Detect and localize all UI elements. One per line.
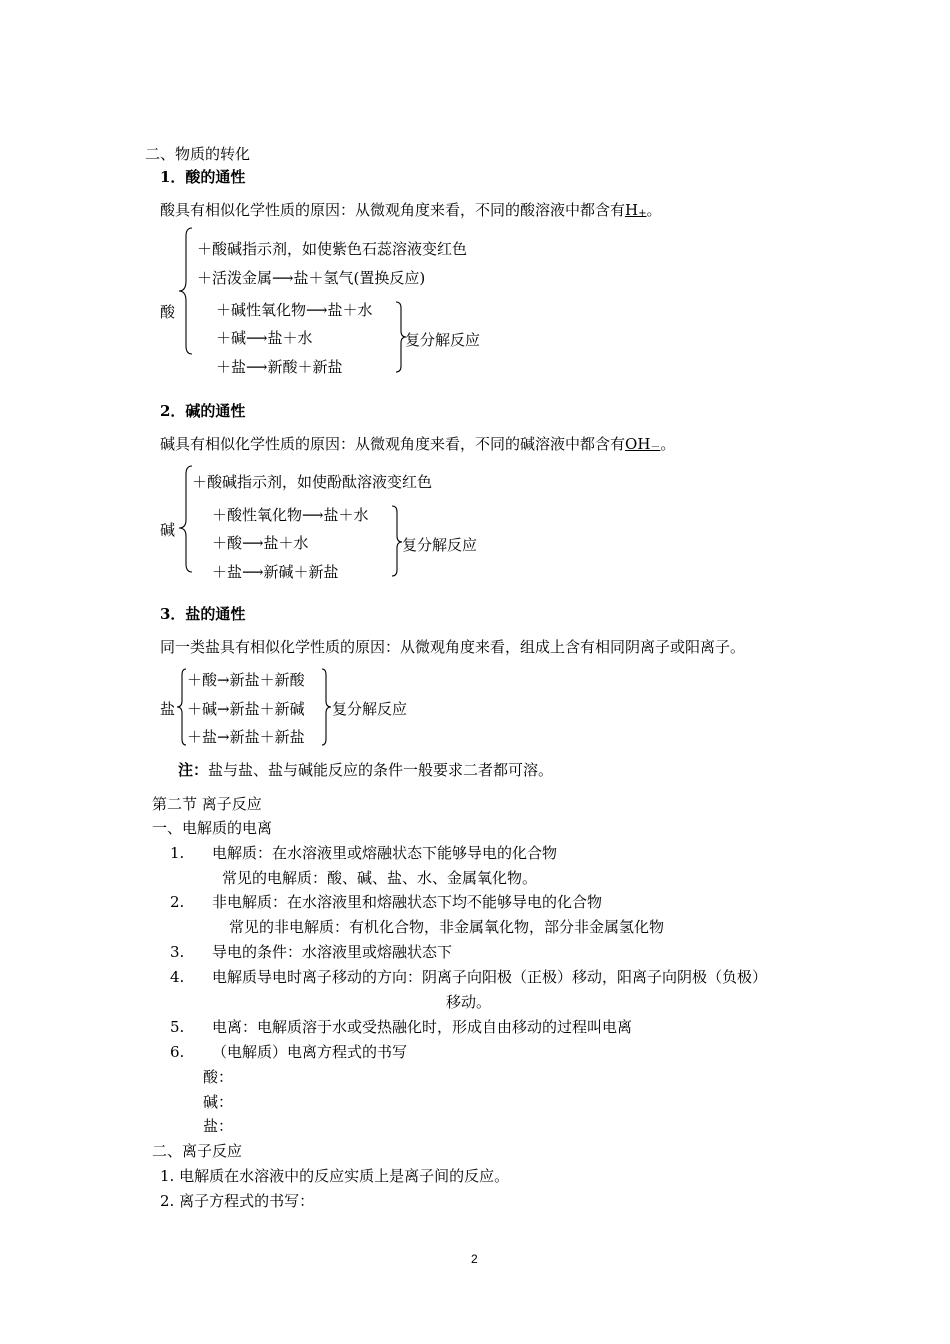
- salt-item: ＋碱→新盐＋新碱: [187, 700, 305, 718]
- note: [178, 760, 553, 780]
- equation-label: 盐：: [203, 1117, 234, 1135]
- section-ion-sub1: 一、电解质的电离: [152, 819, 273, 837]
- base-item: ＋酸⟶盐＋水: [212, 534, 309, 552]
- list-item: 电解质：在水溶液里或熔融状态下能够导电的化合物: [212, 844, 558, 862]
- list-num: 5.: [170, 1018, 185, 1036]
- base-item: ＋酸性氧化物⟶盐＋水: [212, 506, 369, 524]
- page-number: 2: [471, 1252, 478, 1266]
- base-reason: [160, 434, 675, 458]
- acid-item: ＋碱⟶盐＋水: [216, 329, 313, 347]
- note-label: 注：: [178, 761, 209, 779]
- note-text: 盐与盐、盐与碱能反应的条件一般要求二者都可溶。: [208, 761, 554, 779]
- salt-heading: 3．盐的通性: [160, 605, 246, 623]
- section-title: 二、物质的转化: [145, 145, 251, 163]
- acid-root-label: 酸: [160, 303, 176, 321]
- acid-reason-ion: [625, 201, 646, 219]
- acid-reason-end: 。: [646, 201, 662, 219]
- acid-item: ＋酸碱指示剂，如使紫色石蕊溶液变红色: [197, 240, 468, 258]
- base-ion-symbol: OH: [625, 435, 651, 453]
- list-num: 6.: [170, 1043, 185, 1061]
- salt-root-label: 盐: [160, 700, 176, 718]
- base-heading: 2．碱的通性: [160, 402, 246, 420]
- acid-group-label: 复分解反应: [405, 331, 481, 349]
- base-item: ＋酸碱指示剂，如使酚酞溶液变红色: [192, 473, 433, 491]
- list-item: 常见的电解质：酸、碱、盐、水、金属氧化物。: [222, 869, 538, 887]
- base-reason-end: 。: [660, 435, 676, 453]
- list-num: 2.: [170, 893, 185, 911]
- salt-reason: 同一类盐具有相似化学性质的原因：从微观角度来看，组成上含有相同阴离子或阳离子。: [160, 638, 746, 656]
- list-num: 3.: [170, 943, 185, 961]
- list-num: 1.: [170, 844, 185, 862]
- list-num: 4.: [170, 968, 185, 986]
- equation-label: 碱：: [203, 1093, 234, 1111]
- acid-heading: 1．酸的通性: [160, 168, 246, 186]
- salt-main-brace: [174, 667, 188, 747]
- base-reason-ion: [625, 435, 660, 453]
- list-item: 电解质导电时离子移动的方向：阴离子向阳极（正极）移动，阳离子向阴极（负极）: [212, 968, 768, 986]
- acid-item: ＋碱性氧化物⟶盐＋水: [216, 301, 373, 319]
- equation-label: 酸：: [203, 1068, 234, 1086]
- list-item: 非电解质：在水溶液里和熔融状态下均不能够导电的化合物: [212, 893, 603, 911]
- acid-item: ＋活泼金属⟶盐＋氢气(置换反应): [197, 269, 426, 287]
- list-item: 常见的非电解质：有机化合物，非金属氧化物，部分非金属氢化物: [229, 918, 665, 936]
- list-item: 电离：电解质溶于水或受热融化时，形成自由移动的过程叫电离: [212, 1018, 633, 1036]
- acid-reason: [160, 200, 662, 224]
- base-main-brace: [174, 464, 194, 574]
- section-ion-sub2: 二、离子反应: [152, 1142, 243, 1160]
- list-item: 移动。: [446, 993, 492, 1011]
- list-item: （电解质）电离方程式的书写: [212, 1043, 408, 1061]
- base-group-label: 复分解反应: [402, 536, 478, 554]
- acid-main-brace: [174, 226, 194, 356]
- acid-reason-text: 酸具有相似化学性质的原因：从微观角度来看，不同的酸溶液中都含有: [160, 201, 626, 219]
- salt-item: ＋酸→新盐＋新酸: [187, 671, 305, 689]
- base-reason-text: 碱具有相似化学性质的原因：从微观角度来看，不同的碱溶液中都含有: [160, 435, 626, 453]
- base-item: ＋盐⟶新碱＋新盐: [212, 563, 339, 581]
- base-root-label: 碱: [160, 521, 176, 539]
- sub2-item: 1. 电解质在水溶液中的反应实质上是离子间的反应。: [160, 1167, 510, 1185]
- section-ion-title: 第二节 离子反应: [152, 795, 262, 813]
- sub2-item: 2. 离子方程式的书写：: [160, 1192, 315, 1210]
- salt-group-label: 复分解反应: [332, 700, 408, 718]
- list-item: 导电的条件：水溶液里或熔融状态下: [212, 943, 453, 961]
- base-ion-charge: －: [650, 442, 661, 453]
- acid-ion-charge: +: [638, 208, 647, 219]
- acid-ion-symbol: H: [625, 201, 639, 219]
- salt-item: ＋盐→新盐＋新盐: [187, 728, 305, 746]
- acid-item: ＋盐⟶新酸＋新盐: [216, 358, 343, 376]
